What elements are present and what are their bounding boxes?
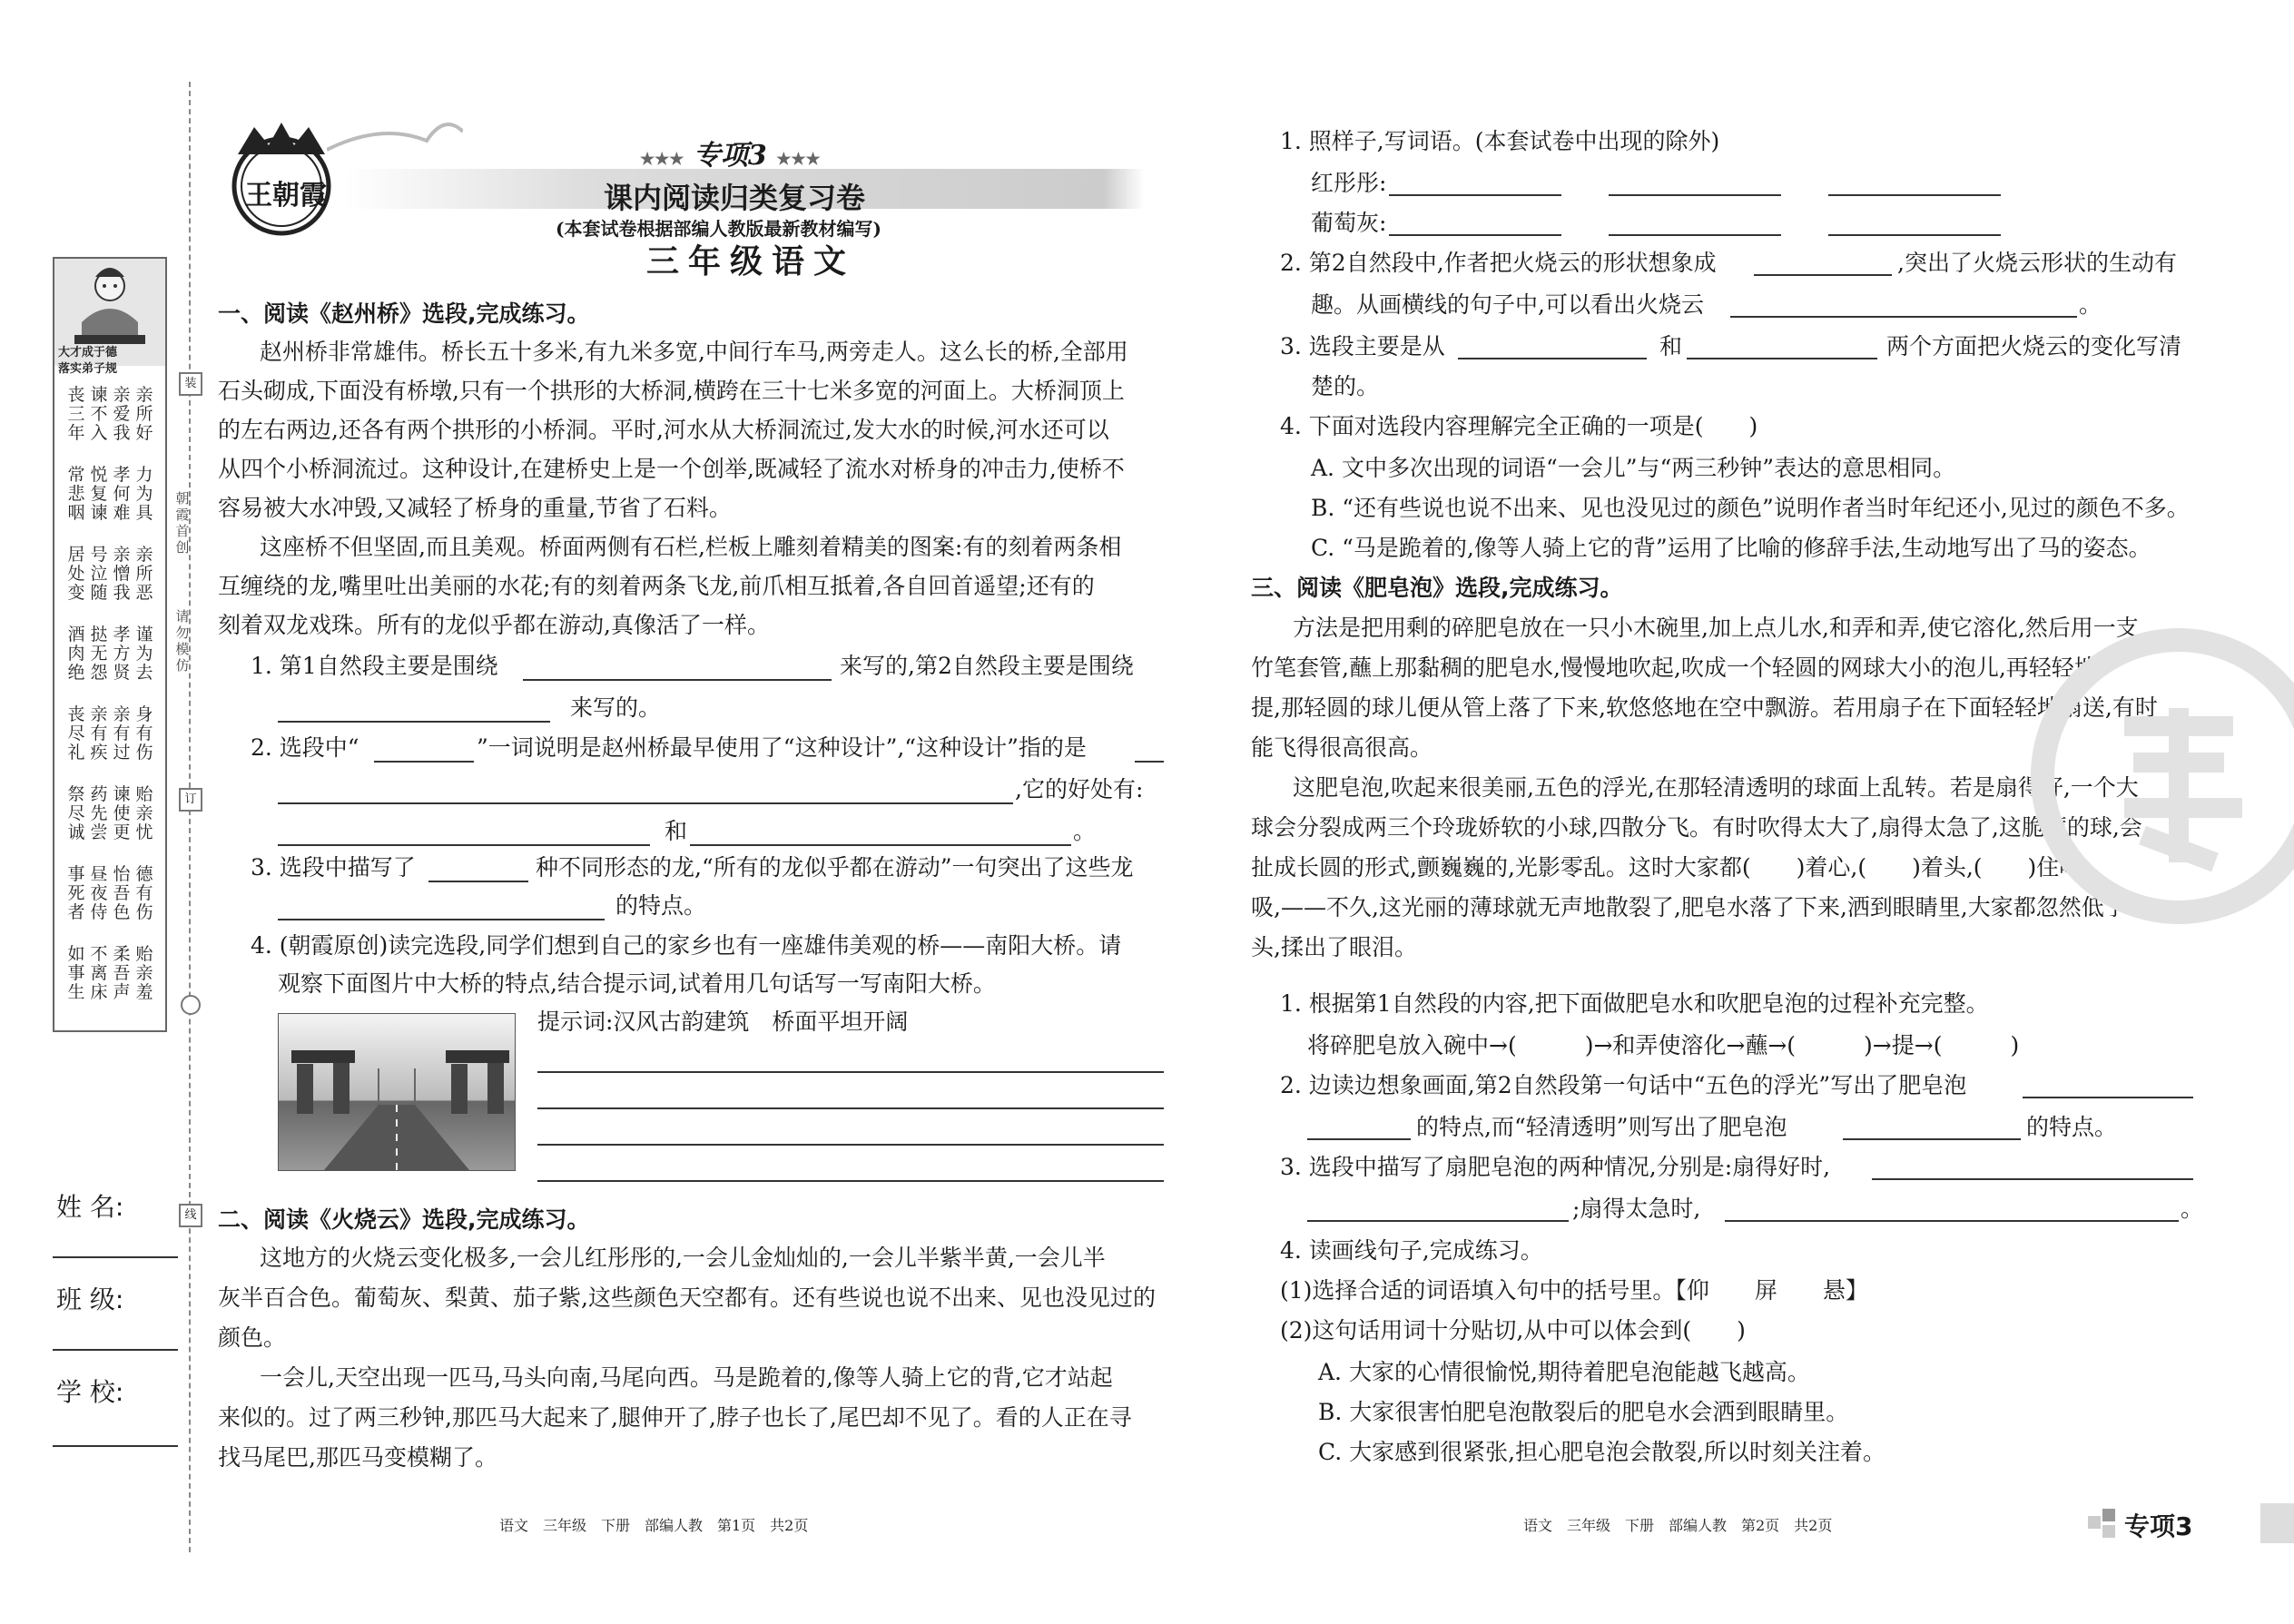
passage-line: 能飞得很高很高。 xyxy=(1251,734,1433,761)
corner-tab xyxy=(2088,1503,2294,1543)
r-p4: 4. 读画线句子,完成练习。 xyxy=(1280,1237,1543,1264)
q2-blank-3[interactable] xyxy=(278,844,650,846)
q2-text-a: 2. 选段中“ xyxy=(251,734,359,761)
corner-label: 专项3 xyxy=(2124,1511,2193,1541)
passage-line: 提,那轻圆的球儿便从管上落了下来,软悠悠地在空中飘游。若用扇子在下面轻轻地扇送,有时 xyxy=(1251,694,2158,721)
q4-writing-line-2[interactable] xyxy=(537,1107,1164,1109)
poem-column: 亲爱我 xyxy=(113,385,131,443)
r-q4-option-a[interactable]: A. 文中多次出现的词语“一会儿”与“两三秒钟”表达的意思相同。 xyxy=(1311,455,1956,481)
poem-column: 谏不入 xyxy=(90,385,108,443)
bridge-photo xyxy=(278,1013,516,1171)
q1-blank-2[interactable] xyxy=(278,721,550,723)
passage-line: 这地方的火烧云变化极多,一会儿红彤彤的,一会儿金灿灿的,一会儿半紫半黄,一会儿半 xyxy=(260,1245,1106,1271)
binding-ring-2 xyxy=(181,995,201,1015)
q4-hint: 提示词:汉风古韵建筑 桥面平坦开阔 xyxy=(537,1009,909,1035)
class-label: 班 级: xyxy=(56,1284,124,1314)
passage-line: 找马尾巴,那匹马变模糊了。 xyxy=(218,1444,497,1471)
r-q3-blank-2[interactable] xyxy=(1687,358,1877,359)
r-p4-1: (1)选择合适的词语填入句中的括号里。【仰 屏 悬】 xyxy=(1280,1277,1868,1304)
school-label: 学 校: xyxy=(56,1377,124,1407)
q3-text-b: 种不同形态的龙,“所有的龙似乎都在游动”一句突出了这些龙 xyxy=(536,854,1134,881)
poem-column: 谨为去 xyxy=(135,625,153,683)
section-2-title: 二、阅读《火烧云》选段,完成练习。 xyxy=(218,1206,590,1233)
r-q2-blank-2[interactable] xyxy=(1730,316,2077,318)
r-p1-flow: 将碎肥皂放入碗中→( )→和弄使溶化→蘸→( )→提→( ) xyxy=(1307,1032,2020,1058)
r-p2-a: 2. 边读边想象画面,第2自然段第一句话中“五色的浮光”写出了肥皂泡 xyxy=(1280,1072,1967,1098)
poem-column: 亲有过 xyxy=(113,704,131,763)
r-p3-blank-2[interactable] xyxy=(1307,1220,1569,1222)
poem-column: 酒肉绝 xyxy=(67,625,85,683)
r-p3-a: 3. 选段中描写了扇肥皂泡的两种情况,分别是:扇得好时, xyxy=(1280,1154,1831,1180)
poem-column: 丧尽礼 xyxy=(67,704,85,763)
side-note-2: 请勿模仿 xyxy=(175,608,190,674)
r-p2-blank-1[interactable] xyxy=(2023,1097,2193,1098)
special-title: ★★★ 专项3 ★★★ xyxy=(640,140,821,172)
school-field[interactable] xyxy=(53,1445,178,1447)
poem-column: 亲所恶 xyxy=(135,545,153,603)
passage-line: 这座桥不但坚固,而且美观。桥面两侧有石栏,栏板上雕刻着精美的图案:有的刻着两条相 xyxy=(260,534,1122,560)
r-q3-blank-1[interactable] xyxy=(1458,358,1647,359)
r-p4-option-b[interactable]: B. 大家很害怕肥皂泡散裂后的肥皂水会洒到眼睛里。 xyxy=(1318,1399,1849,1425)
poem-column: 德有伤 xyxy=(135,864,153,922)
r-p4-option-c[interactable]: C. 大家感到很紧张,担心肥皂泡会散裂,所以时刻关注着。 xyxy=(1318,1439,1886,1465)
poem-column: 孝何难 xyxy=(113,465,131,523)
poem-column: 号泣随 xyxy=(90,545,108,603)
r-q3-b: 和 xyxy=(1659,333,1683,359)
passage-line: 这肥皂泡,吹起来很美丽,五色的浮光,在那轻清透明的球面上乱转。若是扇得好,一个大 xyxy=(1293,774,2139,801)
r-q1-blank-6[interactable] xyxy=(1828,234,2001,236)
r-p3-blank-3[interactable] xyxy=(1725,1220,2179,1222)
q2-blank-2a[interactable] xyxy=(1135,761,1164,763)
passage-line: 一会儿,天空出现一匹马,马头向南,马尾向西。马是跪着的,像等人骑上它的背,它才站起 xyxy=(260,1364,1113,1391)
passage-line: 赵州桥非常雄伟。桥长五十多米,有九米多宽,中间行车马,两旁走人。这么长的桥,全部用 xyxy=(260,339,1128,365)
r-q3-c: 两个方面把火烧云的变化写清 xyxy=(1886,333,2182,359)
poem-column: 如事生 xyxy=(67,944,85,1002)
edition-note: (本套试卷根据部编人教版最新教材编写) xyxy=(556,218,881,240)
poem-column: 药先尝 xyxy=(90,784,108,842)
q2-blank-2b[interactable] xyxy=(278,802,1013,804)
r-q1-blank-1[interactable] xyxy=(1389,194,1561,196)
binding-box-2: 订 xyxy=(179,788,202,812)
r-q3-a: 3. 选段主要是从 xyxy=(1280,333,1445,359)
passage-line: 从四个小桥洞流过。这种设计,在建桥史上是一个创举,既减轻了流水对桥身的冲击力,使桥不 xyxy=(218,456,1125,482)
name-label: 姓 名: xyxy=(56,1192,124,1222)
q4-text-a: 4. (朝霞原创)读完选段,同学们想到自己的家乡也有一座雄伟美观的桥——南阳大桥。请 xyxy=(251,932,1122,959)
q2-text-c: ,它的好处有: xyxy=(1015,776,1144,802)
footer-page-1: 语文 三年级 下册 部编人教 第1页 共2页 xyxy=(499,1517,809,1534)
passage-line: 容易被大水冲毁,又减轻了桥身的重量,节省了石料。 xyxy=(218,495,732,521)
q1-text-c: 来写的。 xyxy=(570,694,662,721)
logo-text: 王朝霞 xyxy=(245,180,327,212)
poem-column: 柔吾声 xyxy=(113,944,131,1002)
passage-line: 刻着双龙戏珠。所有的龙似乎都在游动,真像活了一样。 xyxy=(218,612,770,638)
r-p4-2: (2)这句话用词十分贴切,从中可以体会到( ) xyxy=(1280,1317,1746,1343)
r-p4-option-a[interactable]: A. 大家的心情很愉悦,期待着肥皂泡能越飞越高。 xyxy=(1318,1359,1810,1385)
q4-writing-line-4[interactable] xyxy=(537,1180,1164,1182)
poem-column: 事死者 xyxy=(67,864,85,922)
r-q4: 4. 下面对选段内容理解完全正确的一项是( ) xyxy=(1280,413,1758,439)
poem-column: 亲所好 xyxy=(135,385,153,443)
r-q2-b: ,突出了火烧云形状的生动有 xyxy=(1897,250,2177,276)
r-q1-word2: 葡萄灰: xyxy=(1311,210,1387,236)
motto-line-2: 落实弟子规 xyxy=(58,362,118,376)
poem-column: 祭尽诚 xyxy=(67,784,85,842)
r-q1-blank-3[interactable] xyxy=(1828,194,2001,196)
poem-column: 挞无怨 xyxy=(90,625,108,683)
passage-line: 灰半百合色。葡萄灰、梨黄、茄子紫,这些颜色天空都有。还有些说也说不出来、见也没见过的 xyxy=(218,1284,1156,1311)
binding-dashed-line xyxy=(189,82,191,1552)
poem-column: 常悲咽 xyxy=(67,465,85,523)
r-p3-blank-1[interactable] xyxy=(1872,1178,2193,1180)
binding-box-1: 装 xyxy=(179,372,202,396)
r-p3-c: 。 xyxy=(2181,1196,2204,1222)
poem-column: 丧三年 xyxy=(67,385,85,443)
r-p2-blank-3[interactable] xyxy=(1843,1138,2021,1140)
r-q2-blank-1[interactable] xyxy=(1754,274,1892,276)
passage-line: 来似的。过了两三秒钟,那匹马大起来了,腿伸开了,脖子也长了,尾巴却不见了。看的人正在寻 xyxy=(218,1404,1132,1431)
q2-text-e: 。 xyxy=(1073,818,1097,844)
poem-column: 亲憎我 xyxy=(113,545,131,603)
passage-line: 互缠绕的龙,嘴里吐出美丽的水花;有的刻着两条飞龙,前爪相互抵着,各自回首遥望;还有的 xyxy=(218,573,1095,599)
passage-line: 球会分裂成两三个玲珑娇软的小球,四散分飞。有时吹得太大了,扇得太急了,这脆薄的球,会 xyxy=(1251,814,2142,841)
poem-column: 身有伤 xyxy=(135,704,153,763)
poem-column: 亲有疾 xyxy=(90,704,108,763)
r-q4-option-c[interactable]: C. “马是跪着的,像等人骑上它的背”运用了比喻的修辞手法,生动地写出了马的姿态。 xyxy=(1311,535,2151,561)
subtitle: 课内阅读归类复习卷 xyxy=(604,181,866,215)
q1-text-a: 1. 第1自然段主要是围绕 xyxy=(251,653,498,679)
passage-line: 扯成长圆的形式,颤巍巍的,光影零乱。这时大家都( )着心,( )着头,( )住呼 xyxy=(1251,854,2082,881)
q2-text-d: 和 xyxy=(665,818,688,844)
r-p2-blank-2[interactable] xyxy=(1307,1138,1411,1140)
r-q1: 1. 照样子,写词语。(本套试卷中出现的除外) xyxy=(1280,128,1720,154)
section-3-title: 三、阅读《肥皂泡》选段,完成练习。 xyxy=(1251,575,1623,601)
footer-page-2: 语文 三年级 下册 部编人教 第2页 共2页 xyxy=(1523,1517,1833,1534)
r-p2-b: 的特点,而“轻清透明”则写出了肥皂泡 xyxy=(1416,1114,1787,1140)
poem-column: 孝方贤 xyxy=(113,625,131,683)
q1-text-b: 来写的,第2自然段主要是围绕 xyxy=(840,653,1134,679)
q2-text-b: ”一词说明是赵州桥最早使用了“这种设计”,“这种设计”指的是 xyxy=(477,734,1087,761)
r-p1: 1. 根据第1自然段的内容,把下面做肥皂水和吹肥皂泡的过程补充完整。 xyxy=(1280,990,1989,1017)
passage-line: 吸,——不久,这光丽的薄球就无声地散裂了,肥皂水落了下来,洒到眼睛里,大家都忽然低了 xyxy=(1251,894,2127,920)
ribbon-decoration xyxy=(327,113,463,168)
r-q2-d: 。 xyxy=(2079,291,2102,318)
side-note-1: 朝霞首创 xyxy=(175,490,190,556)
passage-line: 颜色。 xyxy=(218,1324,287,1351)
poem-column: 贻亲忧 xyxy=(135,784,153,842)
r-q2-c: 趣。从画横线的句子中,可以看出火烧云 xyxy=(1311,291,1704,318)
sidebar-panel xyxy=(53,257,167,1032)
grade-subject: 三年级语文 xyxy=(646,243,856,281)
q2-blank-1[interactable] xyxy=(374,761,474,763)
watermark-seal xyxy=(2024,626,2294,926)
r-q1-blank-4[interactable] xyxy=(1389,234,1561,236)
poem-column: 怡吾色 xyxy=(113,864,131,922)
q3-blank-2[interactable] xyxy=(278,919,605,920)
q3-blank-1[interactable] xyxy=(428,881,528,882)
q3-text-a: 3. 选段中描写了 xyxy=(251,854,416,881)
r-q1-blank-2[interactable] xyxy=(1609,194,1781,196)
q4-writing-line-1[interactable] xyxy=(537,1071,1164,1073)
passage-line: 方法是把用剩的碎肥皂放在一只小木碗里,加上点儿水,和弄和弄,使它溶化,然后用一支 xyxy=(1293,615,2139,641)
r-p2-c: 的特点。 xyxy=(2026,1114,2118,1140)
passage-line: 竹笔套管,蘸上那黏稠的肥皂水,慢慢地吹起,吹成一个轻圆的网球大小的泡儿,再轻轻地一 xyxy=(1251,655,2120,681)
r-q2-a: 2. 第2自然段中,作者把火烧云的形状想象成 xyxy=(1280,250,1717,276)
poem-column: 昼夜侍 xyxy=(90,864,108,922)
q4-writing-line-3[interactable] xyxy=(537,1144,1164,1146)
q4-text-b: 观察下面图片中大桥的特点,结合提示词,试着用几句话写一写南阳大桥。 xyxy=(278,970,996,997)
r-p3-b: ;扇得太急时, xyxy=(1572,1196,1701,1222)
binding-box-3: 线 xyxy=(179,1204,202,1227)
q3-text-c: 的特点。 xyxy=(615,892,707,919)
section-1-title: 一、阅读《赵州桥》选段,完成练习。 xyxy=(218,300,590,327)
poem-column: 贻亲羞 xyxy=(135,944,153,1002)
passage-line: 石头砌成,下面没有桥墩,只有一个拱形的大桥洞,横跨在三十七米多宽的河面上。大桥洞顶上 xyxy=(218,378,1125,404)
poem-column: 谏使更 xyxy=(113,784,131,842)
r-q4-option-b[interactable]: B. “还有些说也说不出来、见也没见过的颜色”说明作者当时年纪还小,见过的颜色不多。 xyxy=(1311,495,2190,521)
logo-emblem xyxy=(218,118,345,249)
passage-line: 的左右两边,还各有两个拱形的小桥洞。平时,河水从大桥洞流过,发大水的时候,河水还可以 xyxy=(218,417,1109,443)
q2-blank-4[interactable] xyxy=(690,844,1071,846)
passage-line: 头,揉出了眼泪。 xyxy=(1251,934,1417,960)
poem-column: 居处变 xyxy=(67,545,85,603)
r-q1-blank-5[interactable] xyxy=(1609,234,1781,236)
q1-blank-1[interactable] xyxy=(523,679,832,681)
class-field[interactable] xyxy=(53,1349,178,1351)
motto-line-1: 大才成于德 xyxy=(58,346,118,359)
poem-column: 力为具 xyxy=(135,465,153,523)
poem-column: 不离床 xyxy=(90,944,108,1002)
poem-column: 悦复谏 xyxy=(90,465,108,523)
r-q3-d: 楚的。 xyxy=(1311,373,1380,399)
r-q1-word1: 红彤彤: xyxy=(1311,170,1387,196)
name-field[interactable] xyxy=(53,1256,178,1258)
